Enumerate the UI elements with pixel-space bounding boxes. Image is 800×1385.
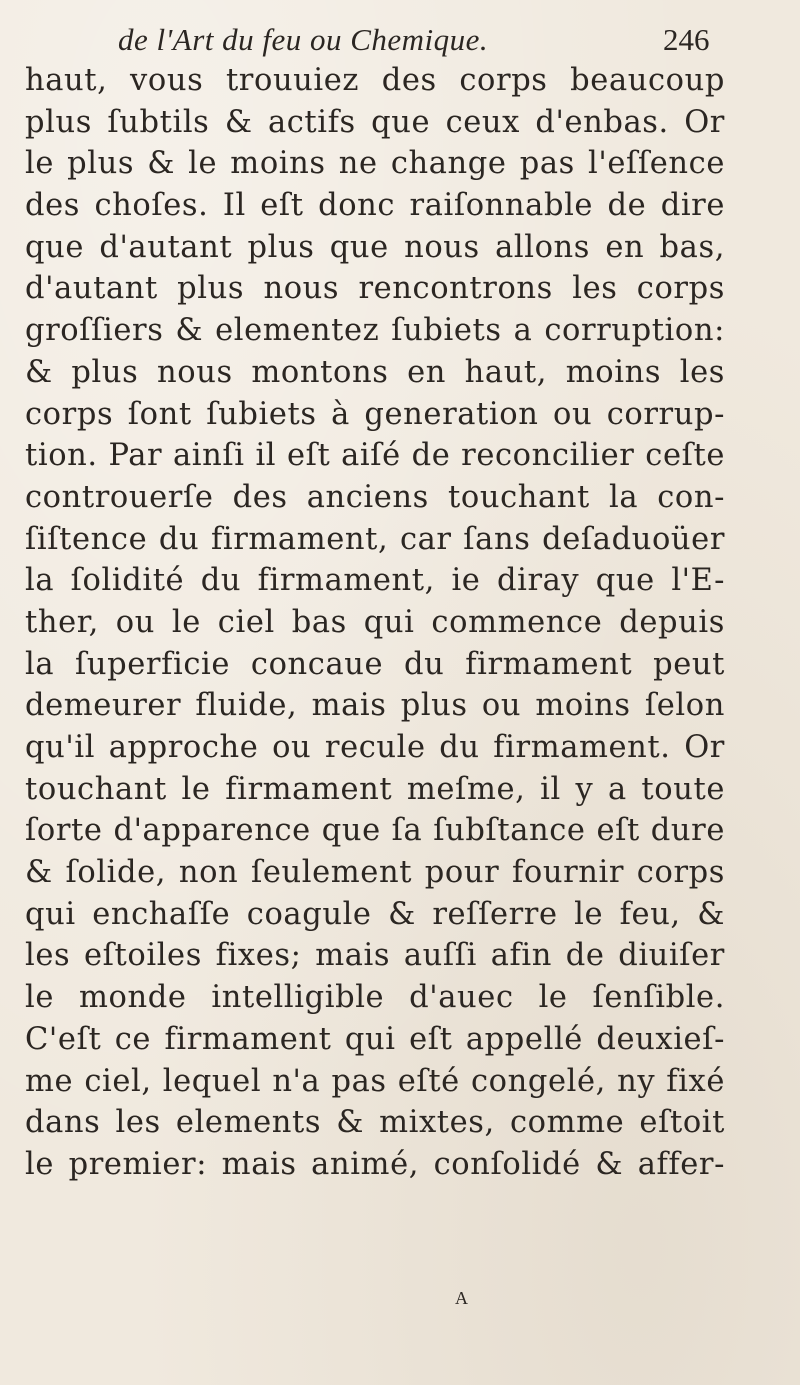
text-line: le premier: mais animé, conſolidé & affer- — [25, 1146, 725, 1182]
text-line: & plus nous montons en haut, moins les — [25, 354, 725, 390]
text-line: la ſolidité du firmament, ie diray que l'E- — [25, 563, 725, 599]
text-line: ſiſtence du firmament, car ſans deſaduoüer — [25, 521, 725, 557]
running-title: de l'Art du feu ou Chemique. — [118, 22, 489, 57]
text-line: plus ſubtils & actifs que ceux d'enbas. Or — [25, 104, 725, 140]
text-line: des choſes. Il eſt donc raiſonnable de dire — [25, 188, 725, 224]
text-line: ſorte d'apparence que ſa ſubſtance eſt dure — [25, 813, 725, 849]
text-line: demeurer fluide, mais plus ou moins ſelon — [25, 688, 725, 724]
text-line: controuerſe des anciens touchant la con- — [25, 479, 725, 515]
text-line: les eſtoiles fixes; mais auſſi afin de diuiſer — [25, 938, 725, 974]
text-line: la ſuperficie concaue du firmament peut — [25, 646, 725, 682]
text-line: ther, ou le ciel bas qui commence depuis — [25, 604, 725, 640]
text-line: dans les elements & mixtes, comme eſtoit — [25, 1105, 725, 1141]
text-line: haut, vous trouuiez des corps beaucoup — [25, 63, 725, 98]
text-line: d'autant plus nous rencontrons les corps — [25, 271, 725, 307]
body-text — [25, 60, 725, 1186]
page-number: 246 — [663, 22, 710, 57]
signature-mark: A — [455, 1288, 468, 1308]
text-line: tion. Par ainſi il eſt aiſé de reconcilier ceſte — [25, 438, 725, 474]
page-header — [118, 14, 710, 64]
text-line: qu'il approche ou recule du firmament. Or — [25, 730, 725, 765]
text-line: touchant le firmament meſme, il y a toute — [25, 771, 725, 807]
text-line: groſſiers & elementez ſubiets a corruption: — [25, 313, 725, 349]
text-line: le monde intelligible d'auec le ſenſible. — [25, 980, 725, 1016]
text-line: corps ſont ſubiets à generation ou corrup- — [25, 396, 725, 432]
text-line: C'eſt ce firmament qui eſt appellé deuxieſ- — [25, 1021, 725, 1057]
text-line: que d'autant plus que nous allons en bas, — [25, 229, 725, 265]
text-line: le plus & le moins ne change pas l'eſſence — [25, 146, 725, 182]
text-line: me ciel, lequel n'a pas eſté congelé, ny fixé — [25, 1063, 725, 1099]
text-line: qui enchaſſe coagule & reſſerre le feu, & — [25, 896, 725, 932]
text-line: & ſolide, non ſeulement pour fournir corps — [25, 855, 725, 891]
